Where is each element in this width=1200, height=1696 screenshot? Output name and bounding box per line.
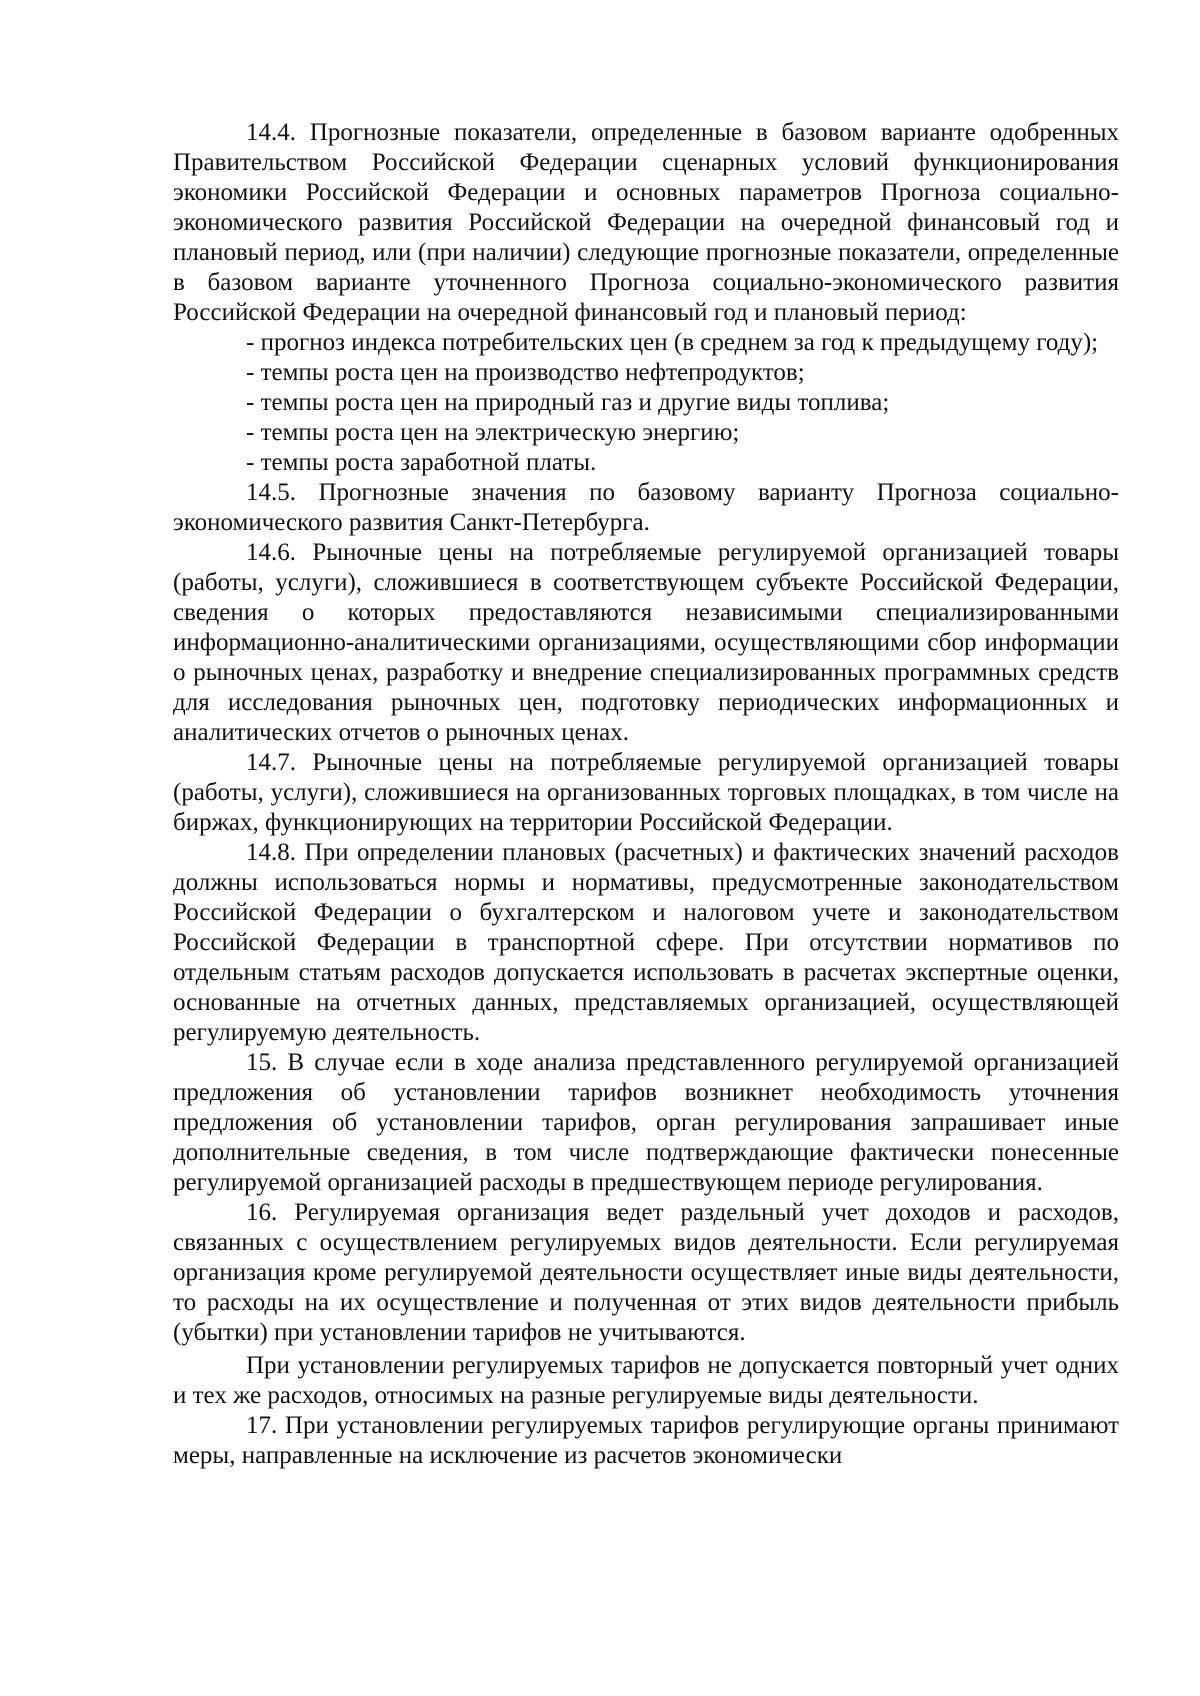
paragraph-14-5: 14.5. Прогнозные значения по базовому варианту Прогноза социально-экономического развития Санкт-Петербурга.: [173, 479, 1119, 536]
document-page: [173, 118, 1119, 1471]
list-item-cpi-forecast: - прогноз индекса потребительских цен (в среднем за год к предыдущему году);: [246, 329, 1099, 356]
list-item-wage-growth: - темпы роста заработной платы.: [246, 449, 597, 476]
paragraph-14-8: 14.8. При определении плановых (расчетных) и фактических значений расходов должны использоваться нормы и нормативы, предусмотренные законодательством Российской Федерации о бухгалтерском и налоговом учете и законодательством Российской Федерации в транспортной сфере. При отсутствии нормативов по отдельным статьям расходов допускается использовать в расчетах экспертные оценки, основанные на отчетных данных, представляемых организацией, осуществляющей регулируемую деятельность.: [173, 839, 1119, 1046]
paragraph-16-continued: При установлении регулируемых тарифов не допускается повторный учет одних и тех же расходов, относимых на разные регулируемые виды деятельности.: [173, 1352, 1119, 1409]
paragraph-14-4: 14.4. Прогнозные показатели, определенные в базовом варианте одобренных Правительством Российской Федерации сценарных условий функционирования экономики Российской Федерации и основных параметров Прогноза социально-экономического развития Российской Федерации на очередной финансовый год и плановый период, или (при наличии) следующие прогнозные показатели, определенные в базовом варианте уточненного Прогноза социально-экономического развития Российской Федерации на очередной финансовый год и плановый период:: [173, 119, 1119, 326]
paragraph-14-7: 14.7. Рыночные цены на потребляемые регулируемой организацией товары (работы, услуги), сложившиеся на организованных торговых площадках, в том числе на биржах, функционирующих на территории Российской Федерации.: [173, 749, 1119, 836]
list-item-oil-products-prices: - темпы роста цен на производство нефтепродуктов;: [246, 359, 805, 386]
list-item-electricity-prices: - темпы роста цен на электрическую энергию;: [246, 419, 740, 446]
paragraph-15: 15. В случае если в ходе анализа представленного регулируемой организацией предложения об установлении тарифов возникнет необходимость уточнения предложения об установлении тарифов, орган регулирования запрашивает иные дополнительные сведения, в том числе подтверждающие фактически понесенные регулируемой организацией расходы в предшествующем периоде регулирования.: [173, 1049, 1119, 1196]
paragraph-14-6: 14.6. Рыночные цены на потребляемые регулируемой организацией товары (работы, услуги), сложившиеся в соответствующем субъекте Российской Федерации, сведения о которых предоставляются независимыми специализированными информационно-аналитическими организациями, осуществляющими сбор информации о рыночных ценах, разработку и внедрение специализированных программных средств для исследования рыночных цен, подготовку периодических информационных и аналитических отчетов о рыночных ценах.: [173, 539, 1119, 746]
list-item-gas-fuel-prices: - темпы роста цен на природный газ и другие виды топлива;: [246, 389, 890, 416]
paragraph-17: 17. При установлении регулируемых тарифов регулирующие органы принимают меры, направленные на исключение из расчетов экономически: [173, 1412, 1119, 1469]
paragraph-16: 16. Регулируемая организация ведет раздельный учет доходов и расходов, связанных с осуществлением регулируемых видов деятельности. Если регулируемая организация кроме регулируемой деятельности осуществляет иные виды деятельности, то расходы на их осуществление и полученная от этих видов деятельности прибыль (убытки) при установлении тарифов не учитываются.: [173, 1199, 1119, 1346]
